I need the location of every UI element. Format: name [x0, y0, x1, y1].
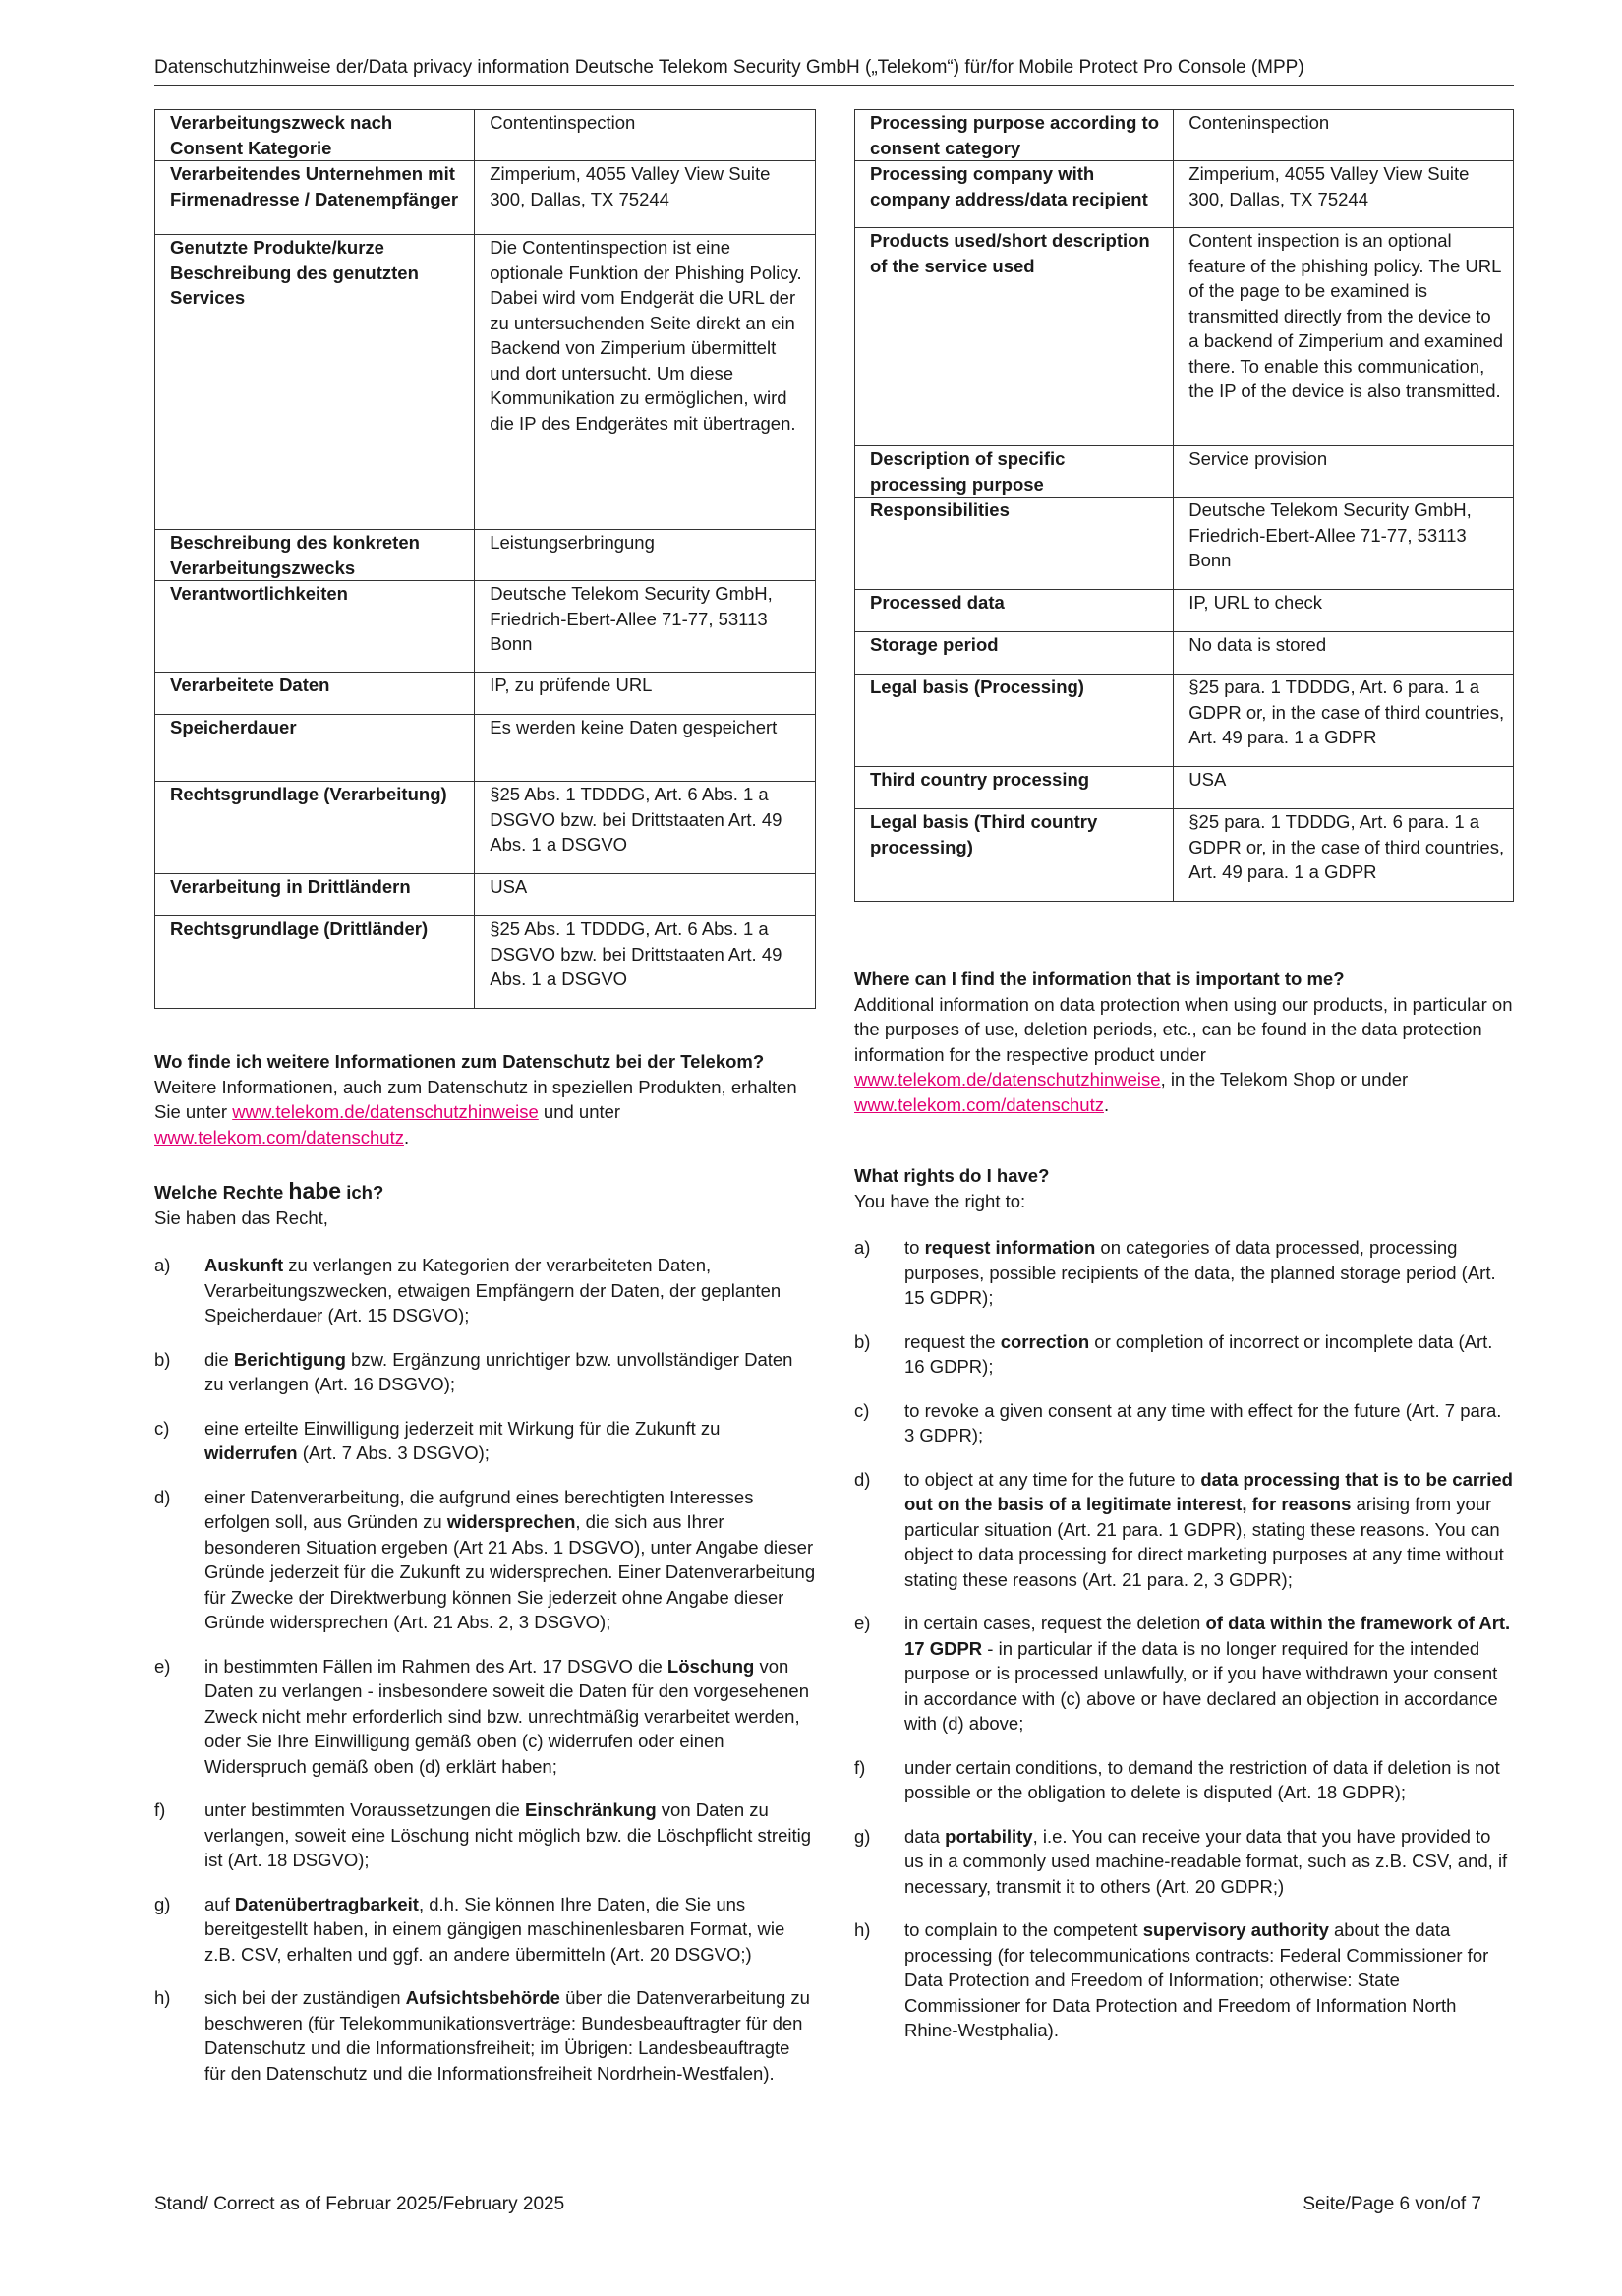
- processing-table-en: [854, 109, 1514, 902]
- row-label: Verarbeitungszweck nach Consent Kategorie: [155, 110, 475, 161]
- row-label: Description of specific processing purpose: [855, 446, 1174, 498]
- list-item: f) unter bestimmten Voraussetzungen die Einschränkung von Daten zu verlangen, soweit eine Löschung nicht möglich bzw. die Löschpflicht streitig ist (Art. 18 DSGVO);: [154, 1799, 812, 1870]
- row-label: Genutzte Produkte/kurze Beschreibung des genutzten Services: [155, 235, 475, 530]
- list-item: h) to complain to the competent supervisory authority about the data processing (for telecommunications contracts: Federal Commissioner for Data Protection and Freedom of Information; otherwise: State Commissioner for Data Protection and Freedom of Information North Rhine-Westphalia).: [854, 1919, 1489, 2040]
- rights-list-de: [154, 1253, 816, 2086]
- table-row: [155, 235, 816, 530]
- list-item: d) to object at any time for the future to data processing that is to be carried out on the basis of a legitimate interest, for reasons arising from your particular situation (Art. 21 para. 1 GDPR), stating these reasons. You can object to data processing for direct marketing purposes at any time without stating these reasons (Art. 21 para. 2, 3 GDPR);: [854, 1468, 1513, 1590]
- list-item: a) to request information on categories of data processed, processing purposes, possible recipients of the data, the planned storage period (Art. 15 GDPR);: [854, 1237, 1496, 1308]
- row-label: Processing company with company address/data recipient: [855, 161, 1174, 228]
- row-value: Zimperium, 4055 Valley View Suite 300, Dallas, TX 75244: [1174, 161, 1514, 228]
- list-item: e) in certain cases, request the deletion of data within the framework of Art. 17 GDPR - in particular if the data is no longer required for the intended purpose or is processed unlawfully, or if you have withdrawn your consent in accordance with (c) above or have declared an objection in accordance with (d) above;: [854, 1613, 1511, 1734]
- table-row: [855, 767, 1514, 809]
- row-value: USA: [475, 874, 816, 916]
- table-row: [155, 874, 816, 916]
- link-datenschutzhinweise-en[interactable]: www.telekom.de/datenschutzhinweise: [854, 1069, 1161, 1089]
- list-item: f) under certain conditions, to demand the restriction of data if deletion is not possible or the obligation to delete is disputed (Art. 18 GDPR);: [854, 1756, 1500, 1802]
- rights-section-en: [854, 1163, 1514, 2043]
- list-item: g) auf Datenübertragbarkeit, d.h. Sie können Ihre Daten, die Sie uns bereitgestellt haben, in einem gängigen maschinenlesbaren Format, wie z.B. CSV, erhalten und ggf. an andere übermitteln (Art. 20 DSGVO;): [154, 1893, 785, 1965]
- link-datenschutz[interactable]: www.telekom.com/datenschutz: [154, 1126, 404, 1148]
- table-row: [855, 809, 1514, 902]
- list-item: g) data portability, i.e. You can receive your data that you have provided to us in a commonly used machine-readable format, such as z.B. CSV, and, if necessary, transmit it to others (Art. 20 GDPR;): [854, 1825, 1508, 1897]
- table-row: [855, 161, 1514, 228]
- row-label: Rechtsgrundlage (Verarbeitung): [155, 782, 475, 874]
- row-label: Verarbeitete Daten: [155, 673, 475, 715]
- row-label: Speicherdauer: [155, 715, 475, 782]
- table-row: [155, 916, 816, 1009]
- german-column: [154, 109, 816, 2104]
- rights-list-en: [854, 1235, 1514, 2043]
- footer-date: Stand/ Correct as of Februar 2025/February 2025: [154, 2194, 565, 2214]
- list-item: b) request the correction or completion of incorrect or incomplete data (Art. 16 GDPR);: [854, 1330, 1493, 1377]
- info-section-en: [854, 967, 1514, 1117]
- info-text-en: Additional information on data protection when using our products, in particular on the purposes of use, deletion periods, etc., can be found in the data protection information for the respective product under www.telekom.de/datenschutzhinweise, in the Telekom Shop or under www.telekom.com/datenschutz.: [854, 993, 1513, 1115]
- row-label: Processing purpose according to consent category: [855, 110, 1174, 161]
- table-row: [155, 581, 816, 673]
- row-label: Rechtsgrundlage (Drittländer): [155, 916, 475, 1009]
- row-label: Processed data: [855, 590, 1174, 632]
- table-row: [855, 590, 1514, 632]
- row-label: Products used/short description of the service used: [855, 228, 1174, 446]
- rights-heading-de: Welche Rechte habe ich?: [154, 1178, 384, 1204]
- table-row: [155, 110, 816, 161]
- row-value: IP, zu prüfende URL: [475, 673, 816, 715]
- list-item: e) in bestimmten Fällen im Rahmen des Art. 17 DSGVO die Löschung von Daten zu verlangen - insbesondere soweit die Daten für den vorgesehenen Zweck nicht mehr erforderlich sind bzw. unrechtmäßig verarbeitet werden, oder Sie Ihre Einwilligung gemäß oben (c) widerrufen oder einen Widerspruch gemäß oben (d) erklärt haben;: [154, 1655, 810, 1777]
- rights-heading-en: What rights do I have?: [854, 1165, 1050, 1186]
- row-value: Content inspection is an optional feature of the phishing policy. The URL of the page to be examined is transmitted directly from the device to a backend of Zimperium and examined there. To enable this communication, the IP of the device is also transmitted.: [1174, 228, 1514, 446]
- row-value: Es werden keine Daten gespeichert: [475, 715, 816, 782]
- row-value: §25 Abs. 1 TDDDG, Art. 6 Abs. 1 a DSGVO bzw. bei Drittstaaten Art. 49 Abs. 1 a DSGVO: [475, 782, 816, 874]
- table-row: [855, 498, 1514, 590]
- row-label: Verarbeitendes Unternehmen mit Firmenadresse / Datenempfänger: [155, 161, 475, 235]
- rights-intro-en: You have the right to:: [854, 1190, 1026, 1211]
- rights-section-de: [154, 1179, 816, 2086]
- info-section-de: [154, 1049, 816, 1149]
- info-text-de: Weitere Informationen, auch zum Datenschutz in speziellen Produkten, erhalten Sie unter www.telekom.de/datenschutzhinweise und unter www.telekom.com/datenschutz.: [154, 1076, 797, 1148]
- processing-table-de: [154, 109, 816, 1009]
- table-row: [855, 110, 1514, 161]
- list-item: h) sich bei der zuständigen Aufsichtsbehörde über die Datenverarbeitung zu beschweren (für Telekommunikationsverträge: Bundesbeauftragter für den Datenschutz und die Informationsfreiheit; im Übrigen: Landesbeauftragte für den Datenschutz und die Informationsfreiheit Nordrhein-Westfalen).: [154, 1987, 810, 2084]
- row-value: Contentinspection: [475, 110, 816, 161]
- row-label: Verarbeitung in Drittländern: [155, 874, 475, 916]
- list-item: b) die Berichtigung bzw. Ergänzung unrichtiger bzw. unvollständiger Daten zu verlangen (Art. 16 DSGVO);: [154, 1348, 793, 1394]
- table-row: [855, 446, 1514, 498]
- list-item: c) eine erteilte Einwilligung jederzeit mit Wirkung für die Zukunft zu widerrufen (Art. 7 Abs. 3 DSGVO);: [154, 1417, 721, 1463]
- table-row: [155, 161, 816, 235]
- info-heading-en: Where can I find the information that is important to me?: [854, 969, 1345, 989]
- list-item: a) Auskunft zu verlangen zu Kategorien der verarbeiteten Daten, Verarbeitungszwecken, etwaigen Empfängern der Daten, der geplanten Speicherdauer (Art. 15 DSGVO);: [154, 1255, 782, 1325]
- table-row: [855, 675, 1514, 767]
- rights-intro-de: Sie haben das Recht,: [154, 1207, 328, 1228]
- row-label: Beschreibung des konkreten Verarbeitungszwecks: [155, 530, 475, 581]
- link-datenschutz-en[interactable]: www.telekom.com/datenschutz: [854, 1093, 1104, 1115]
- row-value: Die Contentinspection ist eine optionale Funktion der Phishing Policy. Dabei wird vom Endgerät die URL der zu untersuchenden Seite direkt an ein Backend von Zimperium übermittelt und dort untersucht. Um diese Kommunikation zu ermöglichen, wird die IP des Endgerätes mit übertragen.: [475, 235, 816, 530]
- row-value: Zimperium, 4055 Valley View Suite 300, Dallas, TX 75244: [475, 161, 816, 235]
- row-label: Verantwortlichkeiten: [155, 581, 475, 673]
- list-item: c) to revoke a given consent at any time with effect for the future (Art. 7 para. 3 GDPR);: [854, 1399, 1502, 1445]
- table-row: [855, 228, 1514, 446]
- row-value: USA: [1174, 767, 1514, 809]
- row-label: Third country processing: [855, 767, 1174, 809]
- table-row: [155, 530, 816, 581]
- row-label: Storage period: [855, 632, 1174, 675]
- footer-page-number: Seite/Page 6 von/of 7: [1303, 2194, 1481, 2214]
- row-value: Deutsche Telekom Security GmbH, Friedrich-Ebert-Allee 71-77, 53113 Bonn: [1174, 498, 1514, 590]
- table-row: [155, 715, 816, 782]
- row-label: Responsibilities: [855, 498, 1174, 590]
- page-header: Datenschutzhinweise der/Data privacy information Deutsche Telekom Security GmbH („Telekom“) für/for Mobile Protect Pro Console (MPP): [154, 55, 1514, 86]
- link-datenschutzhinweise[interactable]: www.telekom.de/datenschutzhinweise: [232, 1101, 539, 1122]
- row-value: §25 Abs. 1 TDDDG, Art. 6 Abs. 1 a DSGVO bzw. bei Drittstaaten Art. 49 Abs. 1 a DSGVO: [475, 916, 816, 1009]
- row-value: Service provision: [1174, 446, 1514, 498]
- table-row: [155, 673, 816, 715]
- row-value: §25 para. 1 TDDDG, Art. 6 para. 1 a GDPR or, in the case of third countries, Art. 49 para. 1 a GDPR: [1174, 675, 1514, 767]
- row-label: Legal basis (Third country processing): [855, 809, 1174, 902]
- table-row: [155, 782, 816, 874]
- list-item: d) einer Datenverarbeitung, die aufgrund eines berechtigten Interesses erfolgen soll, aus Gründen zu widersprechen, die sich aus Ihrer besonderen Situation ergeben (Art 21 Abs. 1 DSGVO), unter Angabe dieser Gründe jederzeit für die Zukunft zu widersprechen. Einer Datenverarbeitung für Zwecke der Direktwerbung können Sie jederzeit ohne Angabe dieser Gründe widersprechen (Art. 21 Abs. 2, 3 DSGVO);: [154, 1486, 816, 1632]
- row-value: §25 para. 1 TDDDG, Art. 6 para. 1 a GDPR or, in the case of third countries, Art. 49 para. 1 a GDPR: [1174, 809, 1514, 902]
- row-value: Leistungserbringung: [475, 530, 816, 581]
- row-value: Conteninspection: [1174, 110, 1514, 161]
- row-value: No data is stored: [1174, 632, 1514, 675]
- info-heading-de: Wo finde ich weitere Informationen zum Datenschutz bei der Telekom?: [154, 1051, 765, 1072]
- english-column: [854, 109, 1514, 2062]
- row-value: IP, URL to check: [1174, 590, 1514, 632]
- table-row: [855, 632, 1514, 675]
- row-label: Legal basis (Processing): [855, 675, 1174, 767]
- row-value: Deutsche Telekom Security GmbH, Friedrich-Ebert-Allee 71-77, 53113 Bonn: [475, 581, 816, 673]
